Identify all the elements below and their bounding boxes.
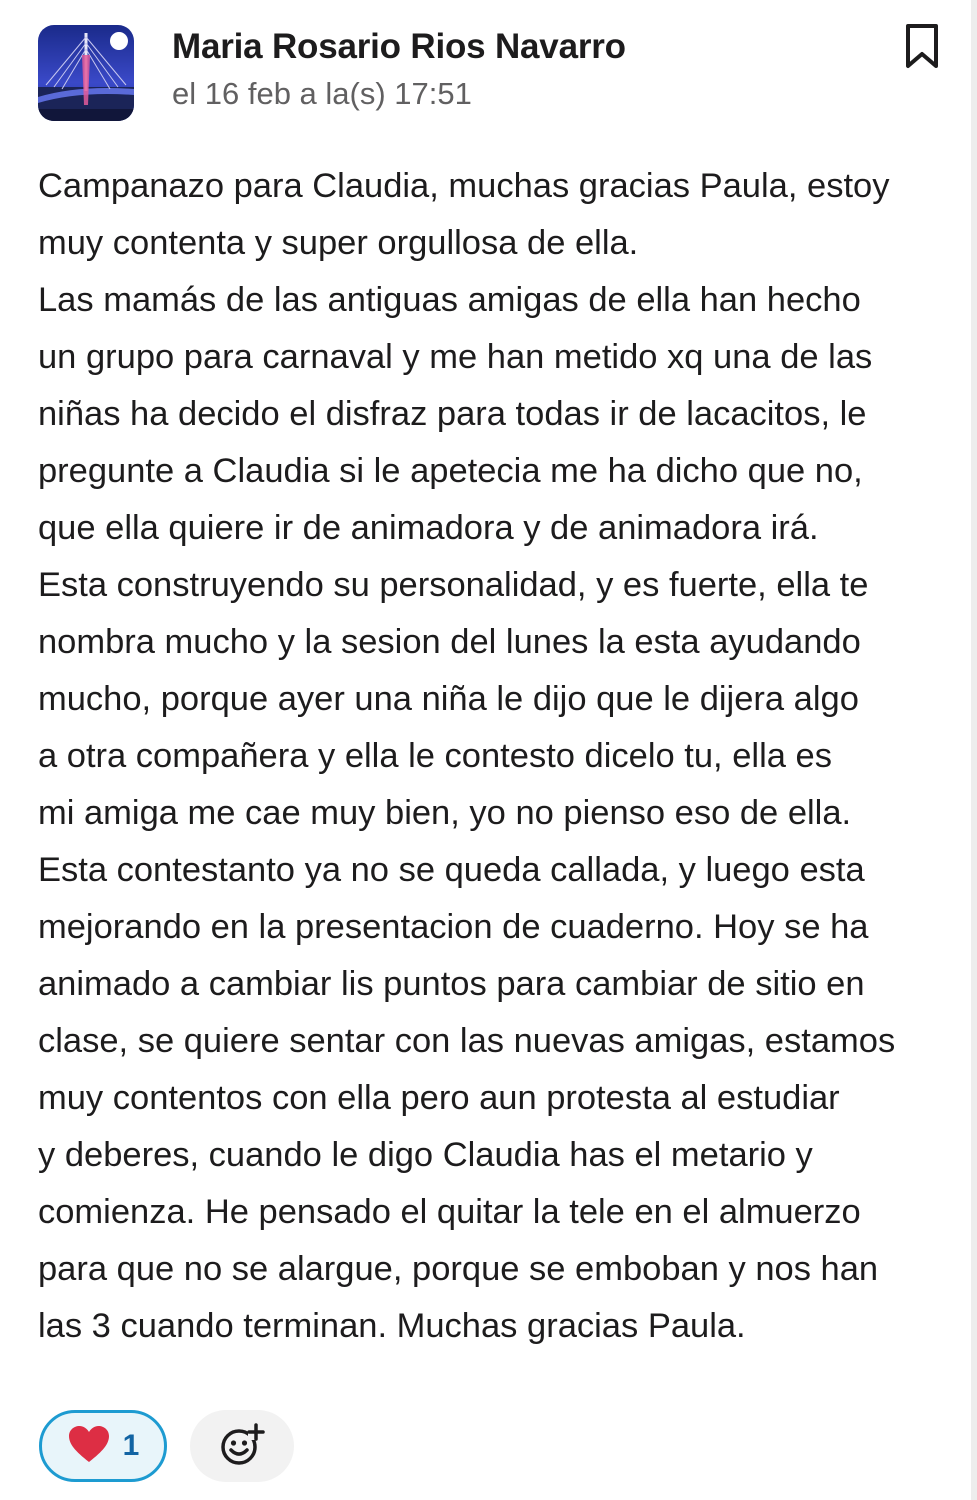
message-line: Las mamás de las antiguas amigas de ella han hecho — [38, 281, 861, 319]
bookmark-icon[interactable] — [900, 20, 944, 72]
message-line: a otra compañera y ella le contesto dicelo tu, ella es — [38, 737, 832, 775]
heart-reaction-button[interactable] — [39, 1410, 167, 1482]
message-line: Campanazo para Claudia, muchas gracias Paula, estoy — [38, 167, 890, 205]
reaction-count: 1 — [122, 1429, 140, 1462]
message-line: clase, se quiere sentar con las nuevas amigas, estamos — [38, 1022, 896, 1060]
add-emoji-icon — [218, 1420, 266, 1473]
message-line: muy contentos con ella pero aun protesta al estudiar — [38, 1079, 840, 1117]
author-name[interactable]: Maria Rosario Rios Navarro — [172, 27, 626, 66]
message-timestamp[interactable]: el 16 feb a la(s) 17:51 — [172, 76, 472, 111]
message-line: comienza. He pensado el quitar la tele en el almuerzo — [38, 1193, 861, 1231]
message-line: las 3 cuando terminan. Muchas gracias Paula. — [38, 1307, 746, 1345]
message-line: animado a cambiar lis puntos para cambiar de sitio en — [38, 965, 865, 1003]
online-status-dot — [110, 32, 128, 50]
message-line: y deberes, cuando le digo Claudia has el metario y — [38, 1136, 813, 1174]
message-line: un grupo para carnaval y me han metido xq una de las — [38, 338, 873, 376]
message-line: nombra mucho y la sesion del lunes la esta ayudando — [38, 623, 861, 661]
add-reaction-button[interactable] — [190, 1410, 294, 1482]
message-line: Esta contestanto ya no se queda callada, y luego esta — [38, 851, 865, 889]
message-line: que ella quiere ir de animadora y de animadora irá. — [38, 509, 819, 547]
message-line: mi amiga me cae muy bien, yo no pienso eso de ella. — [38, 794, 852, 832]
message-line: pregunte a Claudia si le apetecia me ha dicho que no, — [38, 452, 863, 490]
message-line: muy contenta y super orgullosa de ella. — [38, 224, 639, 262]
message-line: mucho, porque ayer una niña le dijo que le dijera algo — [38, 680, 859, 718]
message-line: niñas ha decido el disfraz para todas ir de lacacitos, le — [38, 395, 867, 433]
message-line: para que no se alargue, porque se emboban y nos han — [38, 1250, 879, 1288]
message-body — [38, 158, 948, 1355]
heart-icon — [67, 1424, 111, 1469]
message-line: mejorando en la presentacion de cuaderno. Hoy se ha — [38, 908, 869, 946]
scrollbar-track[interactable] — [971, 0, 977, 1500]
message-line: Esta construyendo su personalidad, y es fuerte, ella te — [38, 566, 869, 604]
